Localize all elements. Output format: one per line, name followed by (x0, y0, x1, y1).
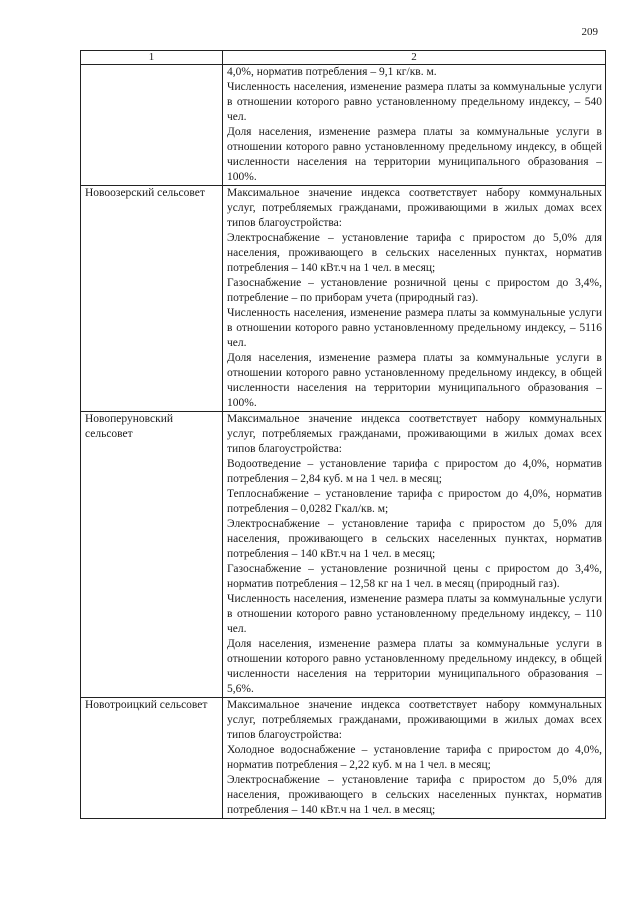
description-paragraph: Доля населения, изменение размера платы за коммунальные услуги в отношении которого равно установленному предельному индексу, в общей численности населения на территории муниципального образования – 5,6%. (227, 638, 602, 695)
description-paragraph: Электроснабжение – установление тарифа с приростом до 5,0% для населения, проживающего в сельских населенных пунктах, норматив потребления – 140 кВт.ч на 1 чел. в месяц; (227, 518, 602, 560)
description-cell (223, 186, 606, 412)
description-paragraph: Доля населения, изменение размера платы за коммунальные услуги в отношении которого равно установленному предельному индексу, в общей численности населения на территории муниципального образования – 100%. (227, 352, 602, 409)
index-table (80, 50, 606, 819)
page-number: 209 (581, 26, 598, 38)
municipality-cell (81, 412, 223, 698)
header-col-1: 1 (81, 51, 223, 65)
description-paragraph: Газоснабжение – установление розничной цены с приростом до 3,4%, норматив потребления – 12,58 кг на 1 чел. в месяц (природный газ). (227, 563, 602, 590)
municipality-cell (81, 698, 223, 819)
header-row (81, 51, 606, 65)
municipality-name: Новотроицкий сельсовет (85, 699, 208, 711)
description-paragraph: Численность населения, изменение размера платы за коммунальные услуги в отношении которого равно установленному предельному индексу, – 5116 чел. (227, 307, 602, 349)
description-paragraph: Электроснабжение – установление тарифа с приростом до 5,0% для населения, проживающего в сельских населенных пунктах, норматив потребления – 140 кВт.ч на 1 чел. в месяц; (227, 232, 602, 274)
description-cell (223, 412, 606, 698)
description-paragraph: Доля населения, изменение размера платы за коммунальные услуги в отношении которого равно установленному предельному индексу, в общей численности населения на территории муниципального образования – 100%. (227, 126, 602, 183)
description-paragraph: Электроснабжение – установление тарифа с приростом до 5,0% для населения, проживающего в сельских населенных пунктах, норматив потребления – 140 кВт.ч на 1 чел. в месяц; (227, 774, 602, 816)
description-paragraph: Водоотведение – установление тарифа с приростом до 4,0%, норматив потребления – 2,84 куб. м на 1 чел. в месяц; (227, 458, 602, 485)
description-paragraph: Газоснабжение – установление розничной цены с приростом до 3,4%, потребление – по приборам учета (природный газ). (227, 277, 602, 304)
municipality-cell (81, 186, 223, 412)
table-row (81, 698, 606, 819)
description-paragraph: Максимальное значение индекса соответствует набору коммунальных услуг, потребляемых гражданами, проживающими в жилых домах всех типов благоустройства: (227, 187, 602, 229)
description-cell (223, 65, 606, 186)
description-paragraph: Теплоснабжение – установление тарифа с приростом до 4,0%, норматив потребления – 0,0282 Гкал/кв. м; (227, 488, 602, 515)
municipality-name: Новоперуновский сельсовет (85, 413, 174, 440)
table-row (81, 186, 606, 412)
description-paragraph: Численность населения, изменение размера платы за коммунальные услуги в отношении которого равно установленному предельному индексу, – 110 чел. (227, 593, 602, 635)
municipality-name: Новоозерский сельсовет (85, 187, 205, 199)
header-col-2: 2 (223, 51, 606, 65)
table-row (81, 412, 606, 698)
description-cell (223, 698, 606, 819)
municipality-cell (81, 65, 223, 186)
description-paragraph: Холодное водоснабжение – установление тарифа с приростом до 4,0%, норматив потребления – 2,22 куб. м на 1 чел. в месяц; (227, 744, 602, 771)
description-paragraph: 4,0%, норматив потребления – 9,1 кг/кв. м. (227, 66, 437, 78)
description-paragraph: Численность населения, изменение размера платы за коммунальные услуги в отношении которого равно установленному предельному индексу, – 540 чел. (227, 81, 602, 123)
table-row (81, 65, 606, 186)
description-paragraph: Максимальное значение индекса соответствует набору коммунальных услуг, потребляемых гражданами, проживающими в жилых домах всех типов благоустройства: (227, 699, 602, 741)
description-paragraph: Максимальное значение индекса соответствует набору коммунальных услуг, потребляемых гражданами, проживающими в жилых домах всех типов благоустройства: (227, 413, 602, 455)
